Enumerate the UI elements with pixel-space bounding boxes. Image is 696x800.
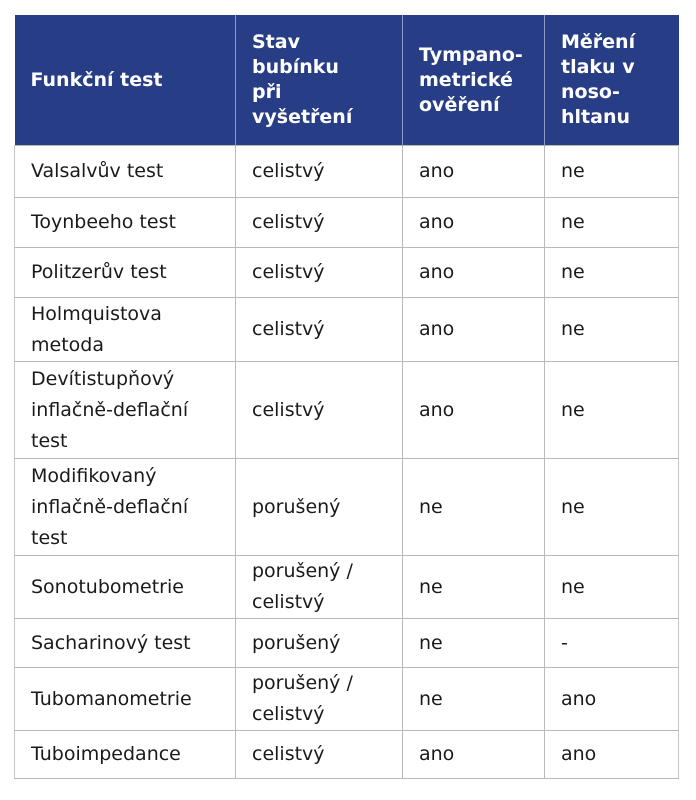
cell-pressure: ne: [545, 298, 679, 362]
cell-tympanometry: ne: [403, 668, 545, 731]
table-row: [15, 556, 679, 619]
cell-tympanometry: ano: [403, 146, 545, 198]
table-row: [15, 731, 679, 779]
cell-tympanometry: ano: [403, 298, 545, 362]
cell-eardrum: porušený: [236, 459, 403, 556]
cell-test: Sacharinový test: [15, 619, 236, 668]
cell-tympanometry: ano: [403, 362, 545, 459]
header-eardrum-state: Stav bubínku při vyšetření: [236, 15, 403, 146]
header-tympanometric-verification: Tympano-metrické ověření: [403, 15, 545, 146]
cell-eardrum: celistvý: [236, 362, 403, 459]
cell-eardrum: celistvý: [236, 298, 403, 362]
cell-pressure: ne: [545, 362, 679, 459]
table-header: [15, 15, 679, 146]
cell-pressure: ne: [545, 146, 679, 198]
header-row: [15, 15, 679, 146]
cell-tympanometry: ne: [403, 619, 545, 668]
cell-test: Sonotubometrie: [15, 556, 236, 619]
cell-eardrum: celistvý: [236, 198, 403, 248]
cell-eardrum: celistvý: [236, 146, 403, 198]
table-row: [15, 668, 679, 731]
cell-tympanometry: ano: [403, 731, 545, 779]
header-nasopharynx-pressure: Měření tlaku v noso-hltanu: [545, 15, 679, 146]
functional-tests-table: [14, 15, 679, 779]
cell-test: Tuboimpedance: [15, 731, 236, 779]
cell-eardrum: porušený / celistvý: [236, 668, 403, 731]
cell-pressure: ne: [545, 248, 679, 298]
table-body: [15, 146, 679, 779]
cell-test: Toynbeeho test: [15, 198, 236, 248]
cell-pressure: ano: [545, 668, 679, 731]
cell-eardrum: porušený / celistvý: [236, 556, 403, 619]
cell-tympanometry: ne: [403, 556, 545, 619]
table-row: [15, 298, 679, 362]
table-row: [15, 198, 679, 248]
cell-tympanometry: ne: [403, 459, 545, 556]
cell-pressure: -: [545, 619, 679, 668]
cell-test: Modifikovaný inflačně-deflační test: [15, 459, 236, 556]
cell-eardrum: porušený: [236, 619, 403, 668]
cell-eardrum: celistvý: [236, 248, 403, 298]
functional-tests-table-wrapper: [14, 15, 678, 779]
table-row: [15, 248, 679, 298]
header-functional-test: Funkční test: [15, 15, 236, 146]
cell-test: Valsalvův test: [15, 146, 236, 198]
table-row: [15, 362, 679, 459]
cell-pressure: ne: [545, 459, 679, 556]
cell-test: Holmquistova metoda: [15, 298, 236, 362]
table-row: [15, 146, 679, 198]
cell-tympanometry: ano: [403, 198, 545, 248]
table-row: [15, 459, 679, 556]
table-row: [15, 619, 679, 668]
cell-test: Devítistupňový inflačně-deflační test: [15, 362, 236, 459]
cell-pressure: ne: [545, 198, 679, 248]
cell-tympanometry: ano: [403, 248, 545, 298]
cell-test: Politzerův test: [15, 248, 236, 298]
cell-eardrum: celistvý: [236, 731, 403, 779]
cell-pressure: ne: [545, 556, 679, 619]
cell-test: Tubomanometrie: [15, 668, 236, 731]
cell-pressure: ano: [545, 731, 679, 779]
